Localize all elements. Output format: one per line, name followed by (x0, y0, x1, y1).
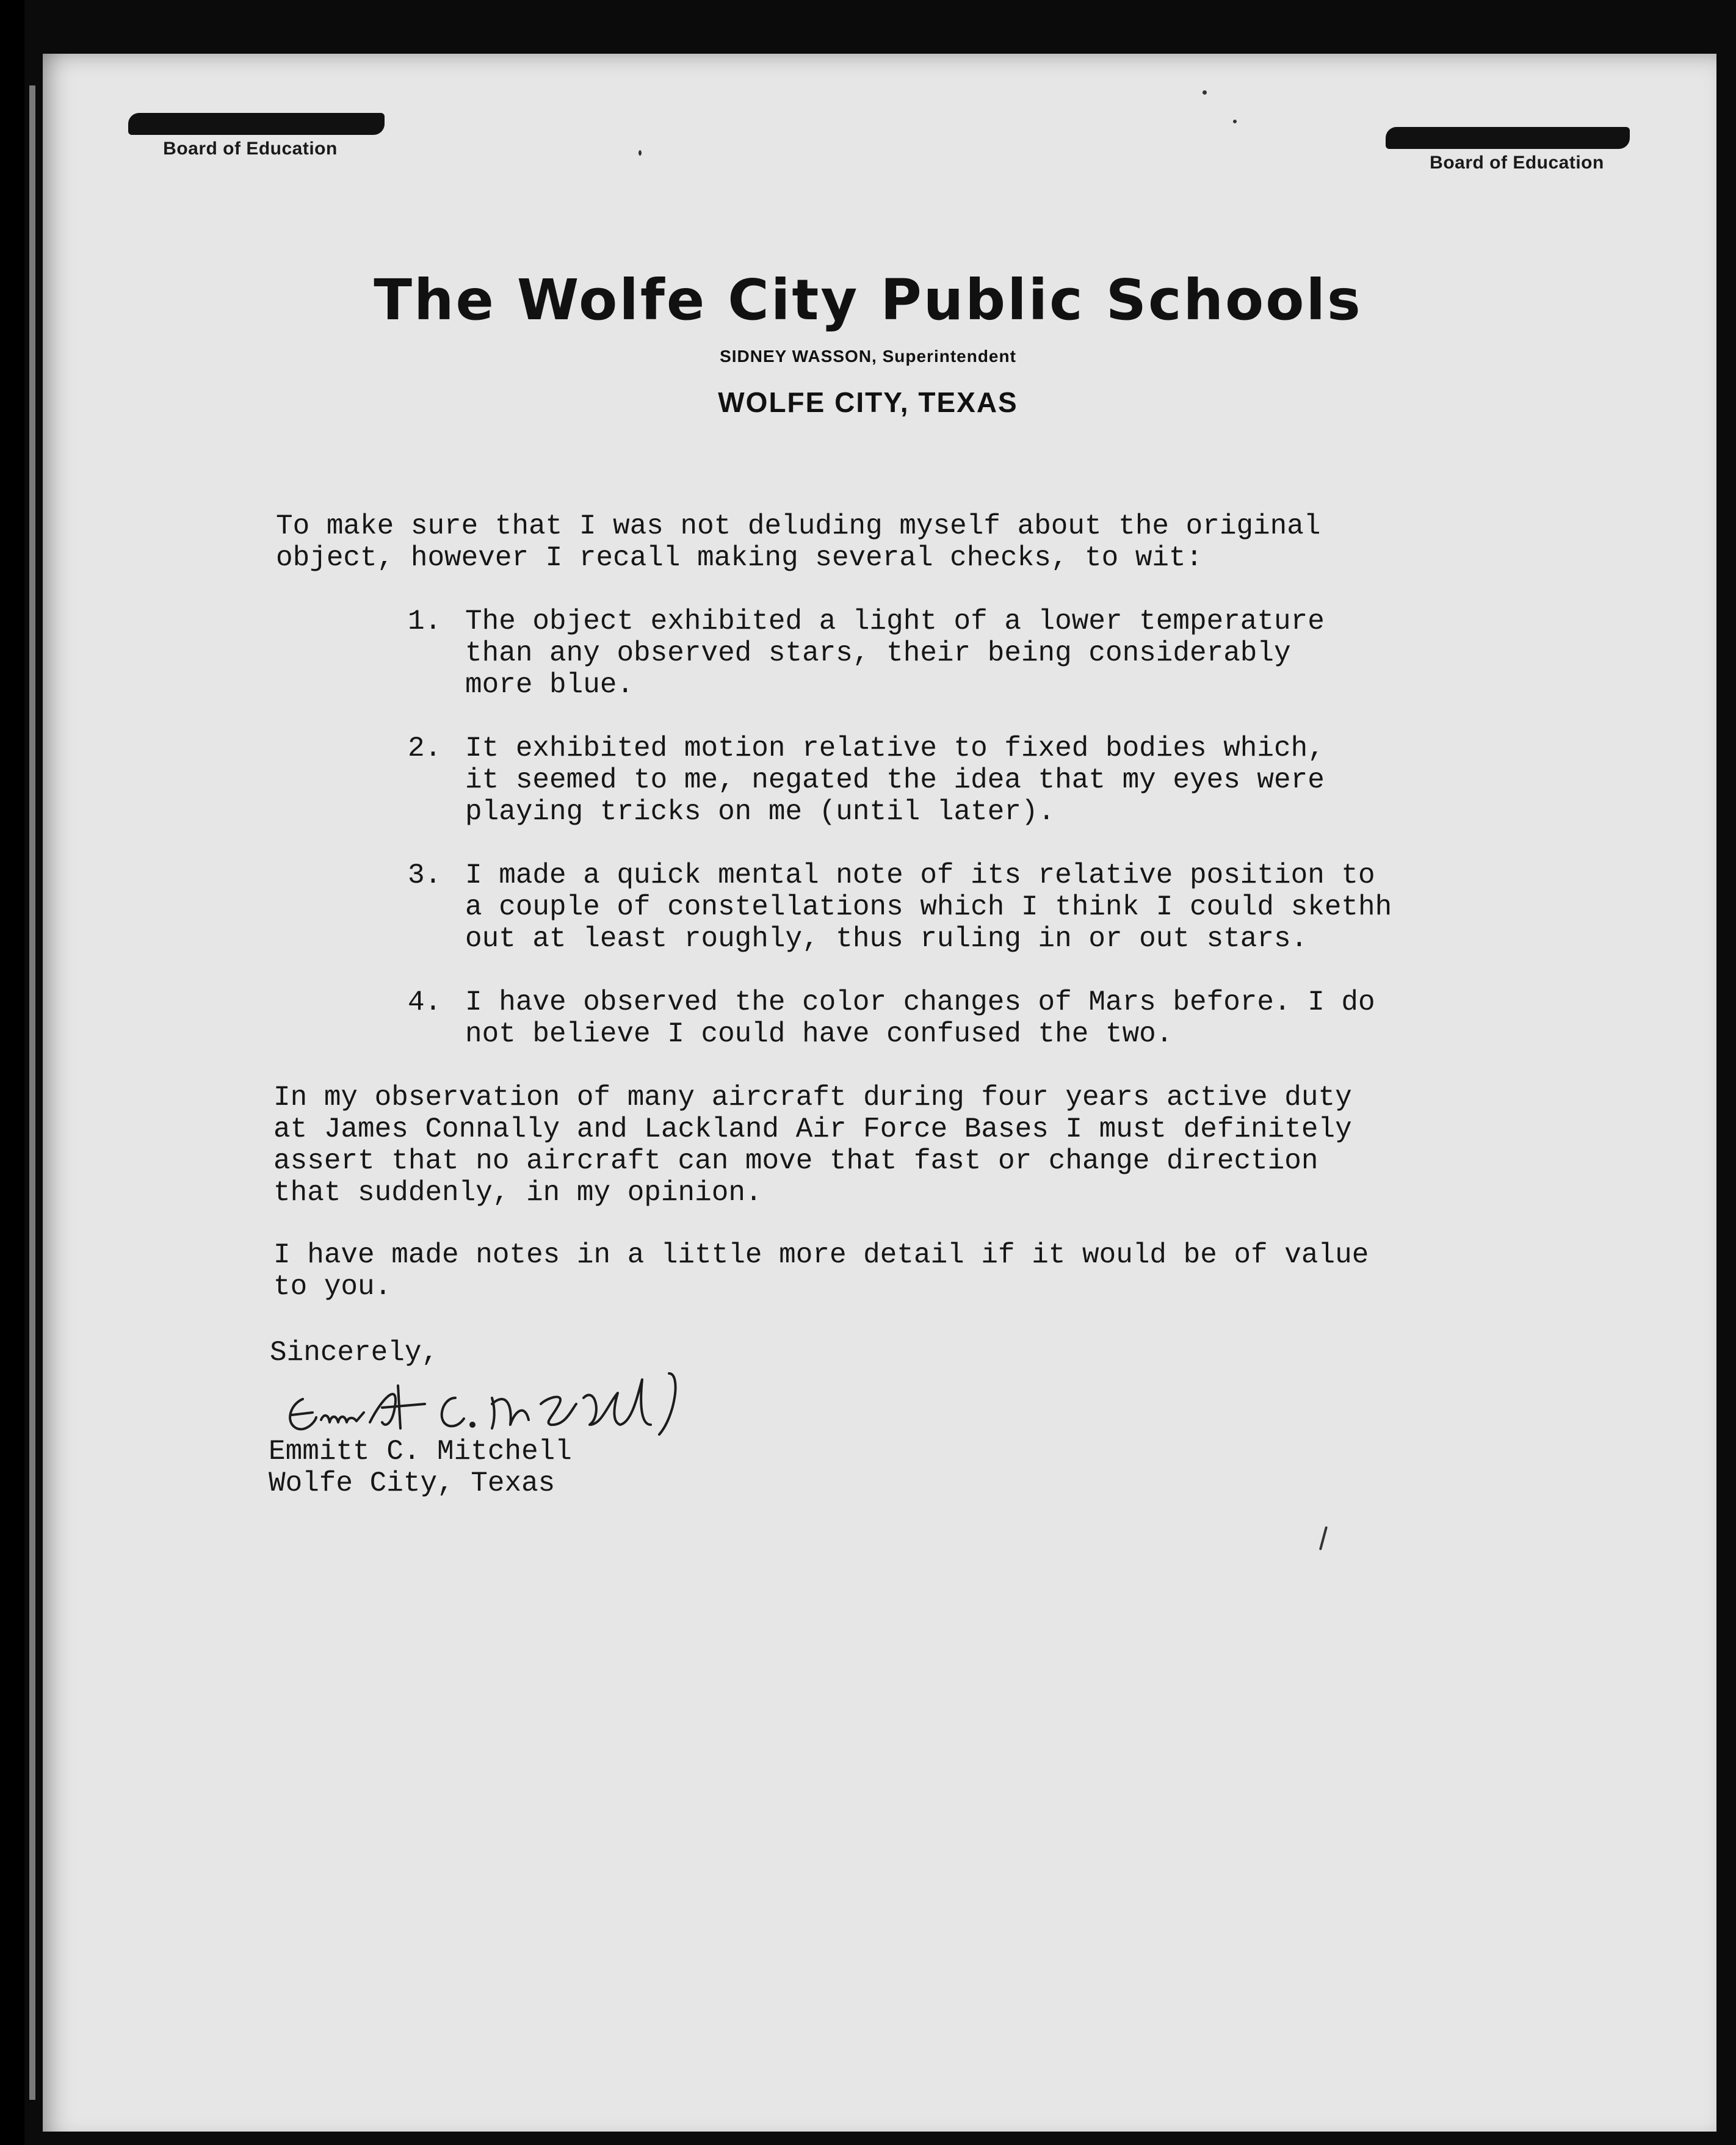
speck (1233, 120, 1237, 123)
speck (638, 150, 642, 156)
notes-paragraph (273, 1239, 1369, 1303)
text-line: To make sure that I was not deluding myself about the original (276, 510, 1321, 542)
speck (1203, 90, 1207, 95)
text-line: out at least roughly, thus ruling in or out stars. (465, 923, 1308, 955)
intro-paragraph (276, 510, 1320, 574)
handwritten-signature (278, 1361, 761, 1441)
text-line: I made a quick mental note of its relative position to (465, 859, 1375, 891)
aircraft-paragraph (273, 1082, 1352, 1209)
list-item (465, 986, 1375, 1050)
redaction-bar (1386, 127, 1630, 149)
text-line: at James Connally and Lackland Air Force Bases I must definitely (273, 1113, 1352, 1145)
text-line: to you. (273, 1271, 392, 1303)
list-item (465, 606, 1325, 701)
text-line: assert that no aircraft can move that fast or change direction (273, 1145, 1318, 1177)
text-line: it seemed to me, negated the idea that my eyes were (465, 764, 1325, 796)
text-line: It exhibited motion relative to fixed bodies which, (465, 732, 1325, 764)
signer-city: Wolfe City, Texas (269, 1467, 555, 1499)
redaction-bar (128, 113, 385, 135)
list-item (465, 859, 1392, 955)
text-line: not believe I could have confused the two. (465, 1018, 1173, 1050)
text-line: than any observed stars, their being considerably (465, 637, 1291, 669)
list-item-number: 1. (408, 606, 442, 637)
text-line: that suddenly, in my opinion. (273, 1177, 762, 1209)
text-line: playing tricks on me (until later). (465, 796, 1055, 828)
text-line: object, however I recall making several checks, to wit: (276, 542, 1203, 574)
text-line: The object exhibited a light of a lower temperature (465, 606, 1325, 637)
closing: Sincerely, (270, 1337, 439, 1369)
superintendent-line: SIDNEY WASSON, Superintendent (720, 347, 1016, 366)
text-line: a couple of constellations which I think I could skethh (465, 891, 1392, 923)
signer-name: Emmitt C. Mitchell (269, 1436, 572, 1467)
board-of-education-left (122, 113, 378, 159)
text-line: In my observation of many aircraft during four years active duty (273, 1082, 1352, 1113)
list-item-number: 3. (408, 859, 442, 891)
text-line: more blue. (465, 669, 634, 701)
board-of-education-right (1386, 127, 1648, 173)
text-line: I have made notes in a little more detail if it would be of value (273, 1239, 1369, 1271)
school-location: WOLFE CITY, TEXAS (718, 386, 1018, 418)
list-item (465, 732, 1325, 828)
board-label: Board of Education (163, 139, 338, 159)
board-label: Board of Education (1430, 153, 1604, 173)
text-line: I have observed the color changes of Mars before. I do (465, 986, 1375, 1018)
school-name: The Wolfe City Public Schools (374, 267, 1362, 333)
list-item-number: 2. (408, 732, 442, 764)
list-item-number: 4. (408, 986, 442, 1018)
